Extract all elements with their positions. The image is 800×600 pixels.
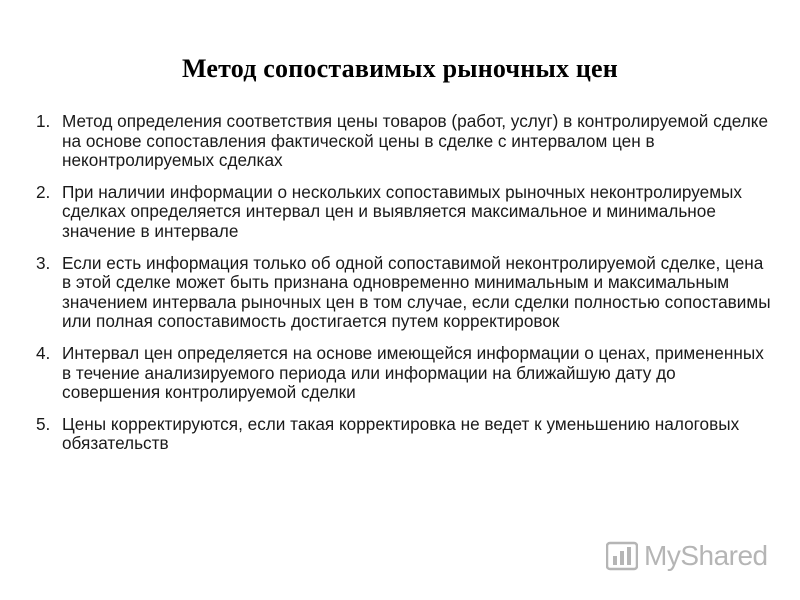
bar-chart-icon bbox=[606, 541, 638, 571]
list-item-text: Метод определения соответствия цены товаров (работ, услуг) в контролируемой сделке на основе сопоставления фактической цены в сделке с интервалом цен в неконтролируемых сделках bbox=[62, 111, 769, 171]
list-item bbox=[36, 183, 776, 242]
list-item-text: Интервал цен определяется на основе имеющейся информации о ценах, примененных в течение анализируемого периода или информации на ближайшую дату до совершения контролируемой сделки bbox=[62, 342, 764, 403]
list-item-text: Если есть информация только об одной сопоставимой неконтролируемой сделке, цена в этой сделке может быть признана одновременно минимальным и максимальным значением интервала рыночных цен в том случае, если сделки полностью сопоставимы или полная сопоставимость достигается путем корректировок bbox=[62, 252, 771, 332]
myshared-watermark bbox=[606, 536, 768, 576]
slide-title: Метод сопоставимых рыночных цен bbox=[182, 54, 618, 83]
list-item-text: При наличии информации о нескольких сопоставимых рыночных неконтролируемых сделках определяется интервал цен и выявляется максимальное и минимальное значение в интервале bbox=[62, 181, 743, 241]
numbered-list bbox=[36, 112, 776, 466]
list-item bbox=[36, 254, 776, 332]
list-item-number: 5. bbox=[36, 413, 51, 434]
list-item bbox=[36, 344, 776, 403]
watermark-text: MyShared bbox=[644, 540, 768, 571]
list-item-number: 4. bbox=[36, 342, 51, 363]
list-item-number: 2. bbox=[36, 181, 51, 202]
list-item bbox=[36, 112, 776, 171]
list-item-text: Цены корректируются, если такая корректировка не ведет к уменьшению налоговых обязательств bbox=[62, 413, 740, 454]
list-item bbox=[36, 415, 776, 454]
list-item-number: 1. bbox=[36, 111, 51, 131]
list-item-number: 3. bbox=[36, 252, 51, 273]
